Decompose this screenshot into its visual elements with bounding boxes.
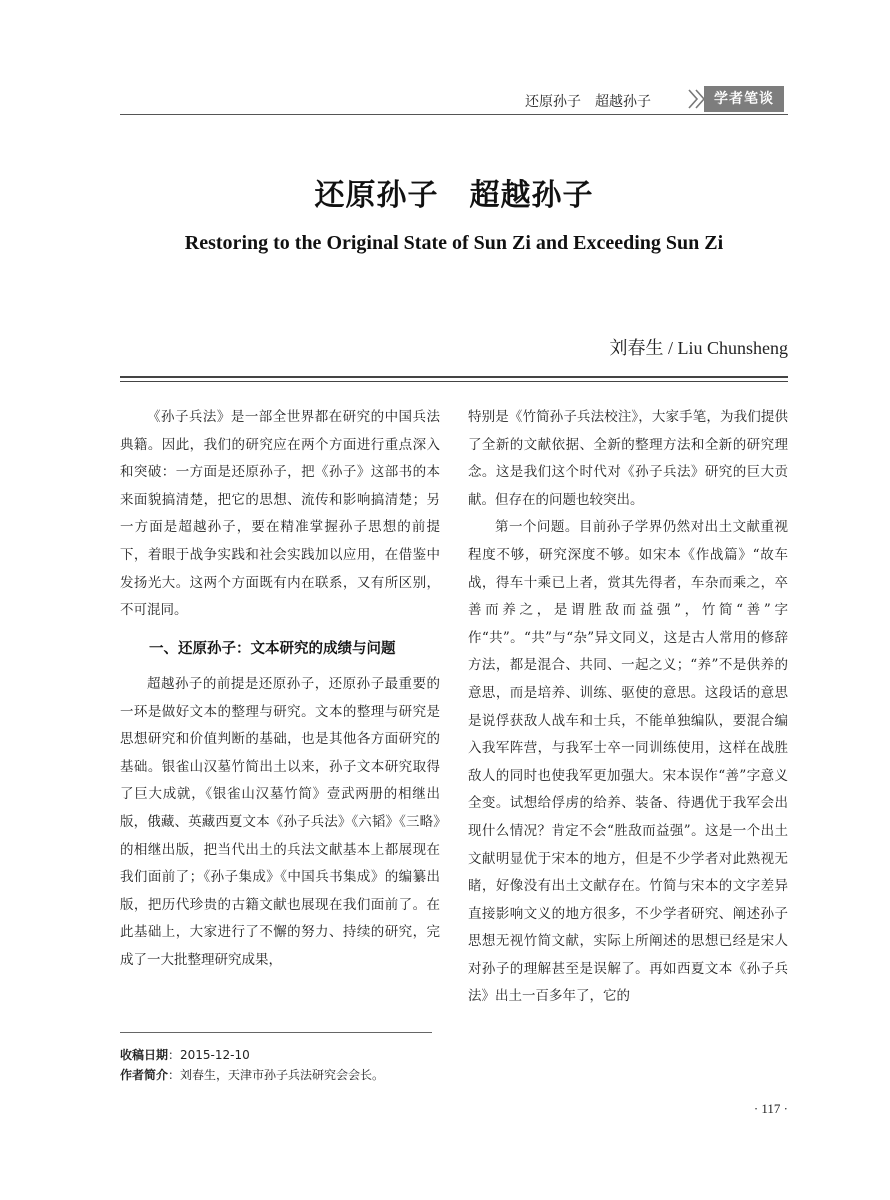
page-number: · 117 ·: [753, 1101, 788, 1116]
title-rule-thick: [120, 376, 788, 378]
footnote-received: [120, 1046, 250, 1063]
section-badge: 学者笔谈: [704, 86, 784, 112]
right-column: [468, 404, 788, 1011]
continued-paragraph: 特别是《竹简孙子兵法校注》，大家手笔，为我们提供了全新的文献依据、全新的整理方法和全新的研究理念。这是我们这个时代对《孙子兵法》研究的巨大贡献。但存在的问题也较突出。: [468, 409, 788, 508]
footnote-received-value: ：2015-12-10: [168, 1048, 250, 1062]
section-paragraph: 超越孙子的前提是还原孙子，还原孙子最重要的一环是做好文本的整理与研究。文本的整理与研究是思想研究和价值判断的基础，也是其他各方面研究的基础。银雀山汉墓竹简出土以来，孙子文本研究取得了巨大成就，《银雀山汉墓竹简》壹武两册的相继出版，俄藏、英藏西夏文本《孙子兵法》《六韬》《三略》的相继出版，把当代出土的兵法文献基本上都展现在我们面前了；《孙子集成》《中国兵书集成》的编纂出版，把历代珍贵的古籍文献也展现在我们面前了。在此基础上，大家进行了不懈的努力、持续的研究，完成了一大批整理研究成果，: [120, 676, 440, 968]
footnote-bio-value: ：刘春生，天津市孙子兵法研究会会长。: [168, 1068, 385, 1082]
footnote-rule: [120, 1032, 432, 1033]
left-column: [120, 404, 440, 975]
first-issue-paragraph: 第一个问题。目前孙子学界仍然对出土文献重视程度不够，研究深度不够。如宋本《作战篇》“故车战，得车十乘已上者，赏其先得者，车杂而乘之，卒善而养之，是谓胜敌而益强”，竹简“善”字作“共”。“共”与“杂”异文同义，这是古人常用的修辞方法，都是混合、共同、一起之义；“养”不是供养的意思，而是培养、训练、驱使的意思。这段话的意思是说俘获敌人战车和士兵，不能单独编队，要混合编入我军阵营，与我军士卒一同训练使用，这样在战胜敌人的同时也使我军更加强大。宋本误作“善”字意义全变。试想给俘虏的给养、装备、待遇优于我军会出现什么情况？肯定不会“胜敌而益强”。这是一个出土文献明显优于宋本的地方，但是不少学者对此熟视无睹，好像没有出土文献存在。竹简与宋本的文字差异直接影响文义的地方很多，不少学者研究、阐述孙子思想无视竹简文献，实际上所阐述的思想已经是宋人对孙子的理解甚至是误解了。再如西夏文本《孙子兵法》出土一百多年了，它的: [468, 519, 788, 1005]
running-header-title: 还原孙子 超越孙子: [525, 94, 651, 110]
intro-block: [120, 404, 440, 624]
section-heading: 一、还原孙子：文本研究的成绩与问题: [149, 641, 396, 657]
footnote-author-bio: [120, 1066, 384, 1083]
header-rule: [120, 114, 788, 115]
footnote-received-label: 收稿日期: [120, 1048, 169, 1062]
footnote-bio-label: 作者简介: [120, 1068, 169, 1082]
article-title-zh: 还原孙子 超越孙子: [314, 178, 594, 213]
intro-paragraph: 《孙子兵法》是一部全世界都在研究的中国兵法典籍。因此，我们的研究应在两个方面进行重点深入和突破：一方面是还原孙子，把《孙子》这部书的本来面貌搞清楚，把它的思想、流传和影响搞清楚；另一方面是超越孙子，要在精准掌握孙子思想的前提下，着眼于战争实践和社会实践加以应用，在借鉴中发扬光大。这两个方面既有内在联系，又有所区别，不可混同。: [120, 409, 440, 619]
author-byline: 刘春生 / Liu Chunsheng: [609, 338, 788, 358]
article-title-en: Restoring to the Original State of Sun Zi and Exceeding Sun Zi: [184, 232, 724, 254]
title-rule-thin: [120, 381, 788, 382]
